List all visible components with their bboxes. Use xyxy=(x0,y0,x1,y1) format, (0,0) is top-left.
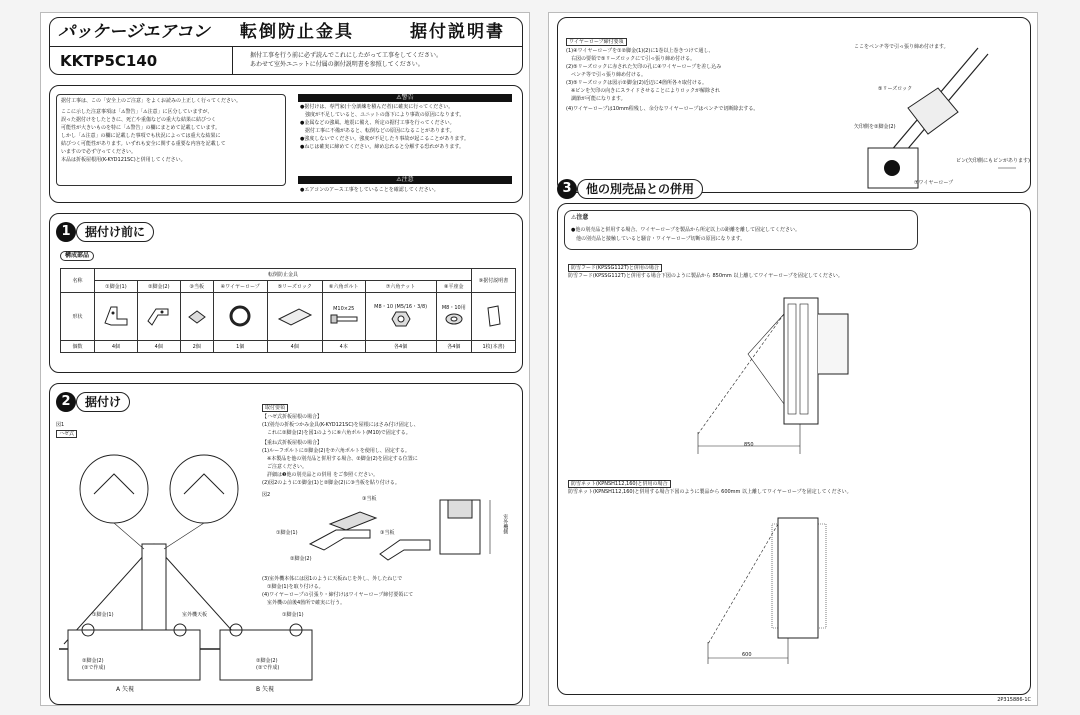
column-header: ②脚金(2) xyxy=(137,281,180,293)
column-header: ⑨据付説明書 xyxy=(472,269,516,293)
row-label-shape: 形状 xyxy=(61,293,95,341)
notice-line: 可能性が大きいものを特に「⚠警告」の欄にまとめて記載しています。 xyxy=(61,125,221,131)
figure-2-label: 図2 xyxy=(262,492,271,498)
safety-notice xyxy=(56,94,286,186)
part-count: 4個 xyxy=(137,341,180,353)
part-spec: M8・10 (M5/16・3/8) xyxy=(374,304,428,310)
left-page xyxy=(40,12,530,706)
parts-table xyxy=(60,268,516,353)
net-text: 防雪ネット(KPNSH112,160)と併用する場合下図のように製品から 600mm 以上離してワイヤーロープを固定してください。 xyxy=(568,489,852,495)
part-spec: M8・10用 xyxy=(441,305,466,311)
wire-line: 右図の要領で⑤リーズロックにて引っ張り締め付ける。 xyxy=(566,56,696,62)
view-a-caption: A 矢視 xyxy=(116,686,135,693)
notice-line: 本品は折板屋根用(K-KYD121SC)と併用してください。 xyxy=(61,157,186,163)
procedure-line: これに②脚金(2)を図1のように⑥六角ボルト(M10)で固定する。 xyxy=(262,430,411,436)
group-header: 転倒防止金具 xyxy=(95,269,472,281)
view-b-foot2-label: ②脚金(2) xyxy=(256,658,278,664)
parts-label: 構成部品 xyxy=(60,251,94,261)
procedure-line: 【ハゼ式折板屋根の場合】 xyxy=(262,414,323,420)
part-count: 各4個 xyxy=(365,341,436,353)
column-header: ⑥六角ボルト xyxy=(322,281,365,293)
view-b-make-label: (②で作成) xyxy=(256,665,280,671)
procedure-line: 詳細は❸他の別売品との併用 をご参照ください。 xyxy=(262,472,379,478)
wire-line: ※ピンを矢印の向きにスライドさせることによりロックが解除され xyxy=(566,88,720,94)
hood-title: 防雪フード(KPSSG112T)と併用の場合 xyxy=(568,264,662,272)
section-3-number: 3 xyxy=(557,179,577,199)
part-count: 2個 xyxy=(180,341,213,353)
brand-name: パッケージエアコン xyxy=(58,22,210,42)
procedure-line: (2)図2のように①脚金(1)と②脚金(2)に③当板を貼り付ける。 xyxy=(262,480,400,486)
fig2-foot2-label: ②脚金(2) xyxy=(290,556,312,562)
section-1-number: 1 xyxy=(56,222,76,242)
net-title: 防雪ネット(KPNSH112,160)と併用の場合 xyxy=(568,480,671,488)
section-2-box xyxy=(49,383,523,705)
procedure-title: 取付要領 xyxy=(262,404,288,412)
net-diagram xyxy=(688,514,888,674)
hood-diagram xyxy=(688,294,888,459)
wire-fig-note: ここをペンチ等で引っ張り締め付けます。 xyxy=(854,44,949,50)
caution-line: ●他の別売品と併用する場合、ワイヤーロープを製品から所定以上の距離を離して固定してください。 xyxy=(571,227,800,233)
procedure-line: (3)室外機本体には図1のように天板ねじを外し、外したねじで xyxy=(262,576,403,582)
warning-line: ●ねじは確実に締めてください。締め忘れると分解する恐れがあります。 xyxy=(300,144,464,150)
wire-line: (1)④ワイヤーロープを①②脚金(1)(2)に1巻以上巻きつけて通し、 xyxy=(566,48,714,54)
model-number: KKTP5C140 xyxy=(60,52,158,70)
procedure-line: (1)別売の折板つかみ金具(K-KYD121SC)を屋根にはさみ付け固定し、 xyxy=(262,422,419,428)
document-code: 2P315886-1C xyxy=(997,697,1031,703)
column-header: ⑦六角ナット xyxy=(365,281,436,293)
section-2-title: 据付け xyxy=(76,392,130,412)
procedure-line: 【重ね式折板屋根の場合】 xyxy=(262,440,323,446)
header-box xyxy=(49,17,523,75)
fig2-plate-label: ③当板 xyxy=(362,496,377,502)
view-b-diagram xyxy=(216,624,316,684)
part-count: 4個 xyxy=(267,341,322,353)
view-a-diagram xyxy=(64,624,204,684)
notice-line: しかし「⚠注意」の欄に記載した事項でも状況によっては重大な結果に xyxy=(61,133,221,139)
fig2-side-label: 室外機側 xyxy=(502,514,509,534)
product-title: 転倒防止金具 xyxy=(240,22,354,42)
part-shape-foot2 xyxy=(137,293,180,341)
figure-2-diagram xyxy=(270,494,510,564)
figure-1-sub: ハゼ式 xyxy=(56,430,77,438)
procedure-line: ご注意ください。 xyxy=(262,464,308,470)
wire-line: (2)⑤リーズロックに赤された矢印の孔に④ワイヤーロープを差し込み xyxy=(566,64,722,70)
row-label-name: 名称 xyxy=(61,269,95,293)
procedure-line: ①脚金(1)を取り付ける。 xyxy=(262,584,324,590)
part-shape-wire xyxy=(213,293,267,341)
procedure-line: (4)ワイヤーロープの引張り・締付けはワイヤーロープ締付要領にて xyxy=(262,592,414,598)
model-divider xyxy=(232,46,233,74)
notice-line: 据付工事は、この「安全上のご注意」をよくお読みの上正しく行ってください。 xyxy=(61,98,242,104)
wire-line: (4)ワイヤーロープは10mm程残し、余分なワイヤーロープはペンチで切断除去する。 xyxy=(566,106,759,112)
part-count: 4本 xyxy=(322,341,365,353)
view-a-foot2-label: ②脚金(2) xyxy=(82,658,104,664)
view-b-foot-label: ①脚金(1) xyxy=(282,612,304,618)
warning-line: 強度が不足していると、ユニットの落下により事故の原因になります。 xyxy=(300,112,465,118)
procedure-line: ※本製品を他の別売品と併用する場合、②脚金(2)を固定する位置に xyxy=(262,456,418,462)
warning-header: ⚠警告 xyxy=(298,94,512,102)
wire-line: 調節が可能になります。 xyxy=(566,96,626,102)
doc-type: 据付説明書 xyxy=(410,22,505,42)
wire-line: (3)⑤リーズロックは図示②脚金(2)近辺に4箇所各々取付ける。 xyxy=(566,80,707,86)
notice-line: 誤った据付けをしたときに、死亡や重傷などの重大な結果に結びつく xyxy=(61,117,217,123)
part-count: 1枚(本書) xyxy=(472,341,516,353)
view-a-foot-label: ①脚金(1) xyxy=(92,612,114,618)
section-3-title: 他の別売品との併用 xyxy=(577,179,703,199)
header-divider xyxy=(50,46,522,47)
wire-fig-note: 矢印側を②脚金(2) xyxy=(854,124,896,130)
procedure-line: 室外機の前後4箇所で確実に行う。 xyxy=(262,600,346,606)
wire-fig-note: ⑤リーズロック xyxy=(878,86,913,92)
warning-line: ●強度しないでください。強度が不足したり事故が起こることがあります。 xyxy=(300,136,469,142)
figure-1-label: 図1 xyxy=(56,422,65,428)
intro-line-1: 据付工事を行う前に必ず読んでこれにしたがって工事をしてください。 xyxy=(250,52,443,59)
view-a-make-label: (②で作成) xyxy=(82,665,106,671)
wire-lock-diagram xyxy=(848,38,1018,188)
notice-line: 結びつく可能性があります。いずれも安全に関する重要な内容を記載して xyxy=(61,141,226,147)
column-header: ⑤リーズロック xyxy=(267,281,322,293)
part-count: 1個 xyxy=(213,341,267,353)
warning-line: ●金属などの強風、地震に備え、所定の据付工事を行ってください。 xyxy=(300,120,455,126)
part-shape-bolt xyxy=(322,293,365,341)
wire-fig-note: ⑦ワイヤーロープ xyxy=(914,180,954,186)
fig2-foot1-label: ①脚金(1) xyxy=(276,530,298,536)
safety-box xyxy=(49,85,523,203)
part-count: 各4個 xyxy=(436,341,471,353)
hood-dimension: 850 xyxy=(744,442,754,448)
caution-header: ⚠注意 xyxy=(298,176,512,184)
caution-line: 他の別売品と接触していると騒音・ワイヤーロープ切断の原因になります。 xyxy=(571,236,746,242)
wire-rope-box xyxy=(557,17,1031,193)
column-header: ③当板 xyxy=(180,281,213,293)
view-a-roof-label: 室外機天板 xyxy=(182,612,208,618)
section-3-box xyxy=(557,203,1031,695)
procedure-line: (1)ルーフボルトに①脚金(2)を⑦六角ボルトを使用し、固定する。 xyxy=(262,448,410,454)
part-shape-washer xyxy=(436,293,471,341)
caution-line: ●エアコンのアース工事をしていることを確認してください。 xyxy=(300,187,439,193)
part-shape-manual xyxy=(472,293,516,341)
part-shape-foot1 xyxy=(95,293,138,341)
column-header: ①脚金(1) xyxy=(95,281,138,293)
part-spec: M10×25 xyxy=(333,305,355,312)
intro-line-2: あわせて室外ユニットに付属の据付説明書を参照してください。 xyxy=(250,61,424,68)
column-header: ⑧平座金 xyxy=(436,281,471,293)
part-count: 4個 xyxy=(95,341,138,353)
caution-title: ⚠注意 xyxy=(571,214,589,221)
right-page xyxy=(548,12,1038,706)
section-2-number: 2 xyxy=(56,392,76,412)
warning-line: ●据付けは、専門家(十分訓練を積んだ者)に確実に行ってください。 xyxy=(300,104,454,110)
section-1-title: 据付け前に xyxy=(76,222,154,242)
row-label-count: 個数 xyxy=(61,341,95,353)
part-shape-nut xyxy=(365,293,436,341)
net-dimension: 600 xyxy=(742,652,752,658)
notice-line: ここに示した注意事項は「⚠警告」「⚠注意」に区分していますが、 xyxy=(61,109,213,115)
notice-line: いますので必ず守ってください。 xyxy=(61,149,137,155)
view-b-caption: B 矢視 xyxy=(256,686,275,693)
wire-title: ワイヤーロープ締付要領 xyxy=(566,38,627,46)
wire-fig-note: ピン(矢印側にもピンがあります) xyxy=(956,158,1030,164)
warning-line: 据付工事に不備があると、転倒などの原因になることがあります。 xyxy=(300,128,455,134)
hood-text: 防雪フード(KPSSG112T)と併用する場合下図のように製品から 850mm 以上離してワイヤーロープを固定してください。 xyxy=(568,273,843,279)
section-1-box xyxy=(49,213,523,373)
fig2-plate-label-2: ③当板 xyxy=(380,530,395,536)
part-shape-lock xyxy=(267,293,322,341)
section-3-caution xyxy=(564,210,918,250)
part-shape-plate xyxy=(180,293,213,341)
wire-line: ペンチ等で引っ張り締め付ける。 xyxy=(566,72,647,78)
column-header: ④ワイヤーロープ xyxy=(213,281,267,293)
